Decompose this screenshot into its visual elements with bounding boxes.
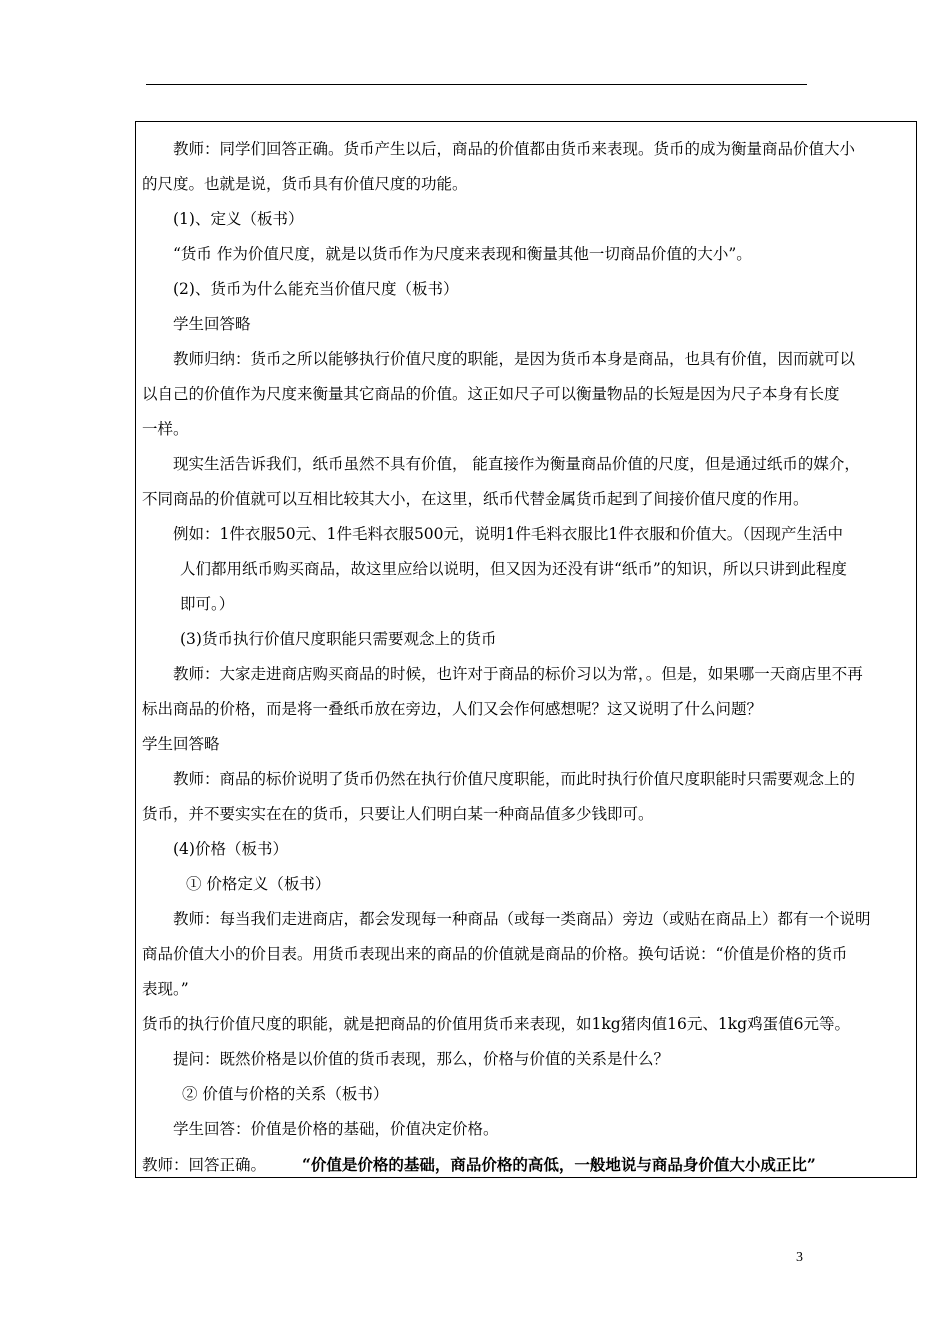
- text-line: 不同商品的价值就可以互相比较其大小，在这里，纸币代替金属货币起到了间接价值尺度的作用。: [142, 490, 809, 508]
- text-line: 现实生活告诉我们，纸币虽然不具有价值， 能直接作为衡量商品价值的尺度，但是通过纸币的媒介，: [173, 455, 860, 473]
- text-line: 以自己的价值作为尺度来衡量其它商品的价值。这正如尺子可以衡量物品的长短是因为尺子本身有长度: [142, 385, 840, 403]
- text-line: ① 价格定义（板书）: [186, 875, 331, 893]
- text-line: 教师归纳：货币之所以能够执行价值尺度的职能，是因为货币本身是商品，也具有价值，因而就可以: [173, 350, 856, 368]
- text-line: 标出商品的价格，而是将一叠纸币放在旁边，人们又会作何感想呢？这又说明了什么问题？: [142, 700, 763, 718]
- text-line: 的尺度。也就是说，货币具有价值尺度的功能。: [142, 175, 468, 193]
- page-number: 3: [796, 1250, 803, 1265]
- text-line: 货币，并不要实实在在的货币，只要让人们明白某一种商品值多少钱即可。: [142, 805, 654, 823]
- text-line: 提问：既然价格是以价值的货币表现，那么，价格与价值的关系是什么？: [173, 1050, 670, 1068]
- text-line: (4)价格（板书）: [173, 840, 288, 858]
- text-line: 学生回答略: [173, 315, 251, 333]
- text-line: (3)货币执行价值尺度职能只需要观念上的货币: [180, 630, 497, 648]
- text-line: 例如：1件衣服50元、1件毛料衣服500元，说明1件毛料衣服比1件衣服和价值大。（因现产生活中: [173, 525, 844, 543]
- text-line: 学生回答略: [142, 735, 220, 753]
- text-line: 表现。”: [142, 980, 189, 998]
- text-line: 一样。: [142, 420, 189, 438]
- header-rule: [146, 84, 807, 85]
- text-line: ② 价值与价格的关系（板书）: [182, 1085, 389, 1103]
- lesson-content-box: [135, 121, 917, 1178]
- lesson-text: [142, 132, 910, 1182]
- text-line: (1)、定义（板书）: [173, 210, 304, 228]
- text-line: 教师：同学们回答正确。货币产生以后，商品的价值都由货币来表现。货币的成为衡量商品价值大小: [173, 140, 856, 158]
- text-line: 教师：每当我们走进商店，都会发现每一种商品（或每一类商品）旁边（或贴在商品上）都有一个说明: [173, 910, 871, 928]
- text-line: 人们都用纸币购买商品，故这里应给以说明，但又因为还没有讲“纸币”的知识，所以只讲到此程度: [180, 560, 847, 578]
- text-line: 即可。）: [180, 595, 235, 613]
- final-line-emphasis: “价值是价格的基础，商品价格的高低，一般地说与商品身价值大小成正比”: [302, 1155, 816, 1174]
- text-line: 教师：大家走进商店购买商品的时候，也许对于商品的标价习以为常，。但是，如果哪一天商店里不再: [173, 665, 863, 683]
- text-line: 货币的执行价值尺度的职能，就是把商品的价值用货币来表现，如1kg猪肉值16元、1kg鸡蛋值6元等。: [142, 1015, 850, 1033]
- text-line: 教师：商品的标价说明了货币仍然在执行价值尺度职能，而此时执行价值尺度职能时只需要观念上的: [173, 770, 856, 788]
- text-line: “货币 作为价值尺度，就是以货币作为尺度来表现和衡量其他一切商品价值的大小”。: [173, 245, 752, 263]
- text-line: 学生回答：价值是价格的基础，价值决定价格。: [173, 1120, 499, 1138]
- text-line: (2)、货币为什么能充当价值尺度（板书）: [173, 280, 459, 298]
- final-line-prefix: 教师：回答正确。: [142, 1156, 267, 1174]
- text-line: 商品价值大小的价目表。用货币表现出来的商品的价值就是商品的价格。换句话说：“价值是价格的货币: [142, 945, 848, 963]
- text-line-final: [142, 1147, 910, 1182]
